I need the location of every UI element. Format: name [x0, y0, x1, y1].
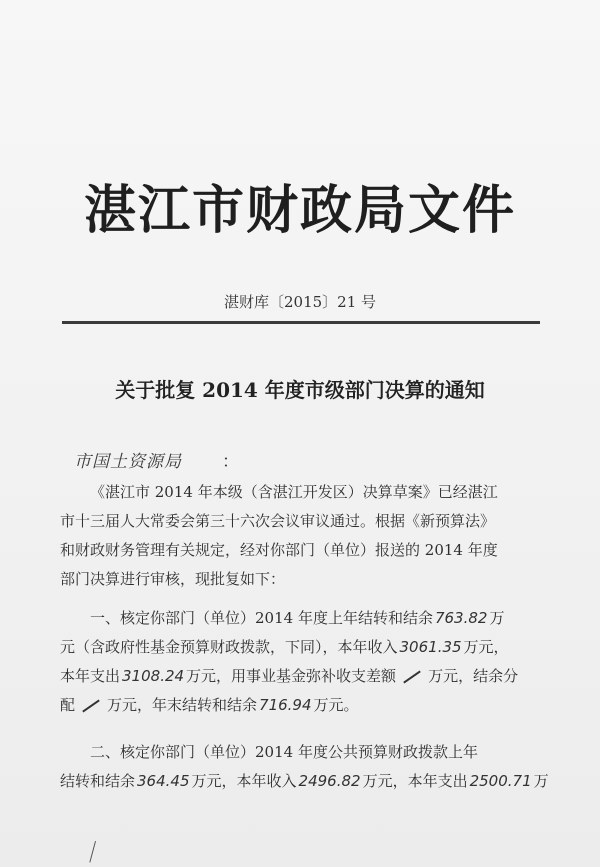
paragraph-line — [60, 691, 550, 720]
line-text: 万元， — [463, 638, 509, 656]
line-text: 万元，结余分 — [428, 667, 519, 685]
handwritten-slash-mark — [82, 699, 100, 712]
line-text: 元（含政府性基金预算财政拨款，下同），本年收入 — [60, 638, 398, 656]
handwritten-value: 364.45 — [137, 772, 190, 790]
paragraph-line: 市十三届人大常委会第三十六次会议审议通过。根据《新预算法》 — [60, 512, 496, 530]
handwritten-value: 2496.82 — [298, 772, 361, 790]
paragraph-intro — [60, 478, 550, 594]
line-text: 本年支出 — [60, 667, 121, 685]
handwritten-value: 716.94 — [259, 696, 312, 714]
recipient-handwritten: 市国土资源局 — [74, 452, 182, 472]
line-text: 万元。 — [313, 696, 359, 714]
paragraph-item-1 — [60, 604, 550, 720]
paragraph-line — [60, 604, 550, 633]
paragraph-line — [60, 767, 550, 796]
paragraph-line: 部门决算进行审核，现批复如下： — [60, 570, 286, 588]
handwritten-value: 2500.71 — [469, 772, 532, 790]
line-text: 万元，年末结转和结余 — [107, 696, 258, 714]
handwritten-value: 3108.24 — [122, 667, 185, 685]
handwritten-slash-mark — [403, 670, 421, 683]
line-text: 一、核定你部门（单位）2014 年度上年结转和结余 — [90, 609, 433, 627]
line-text: 万元，本年收入 — [191, 772, 297, 790]
org-title: 湛江市财政局文件 — [83, 180, 516, 241]
paragraph-line: 《湛江市 2014 年本级（含湛江开发区）决算草案》已经湛江 — [90, 483, 498, 501]
line-text: 配 — [60, 696, 76, 714]
line-text: 万 — [489, 609, 505, 627]
line-text: 结转和结余 — [60, 772, 136, 790]
handwritten-value: 763.82 — [434, 609, 488, 627]
line-text: 万 — [533, 772, 549, 790]
recipient-colon: ： — [222, 452, 239, 472]
paragraph-line — [60, 662, 550, 691]
paragraph-item-2 — [60, 738, 550, 796]
line-text: 万元，用事业基金弥补收支差额 — [186, 667, 397, 685]
paragraph-line — [60, 738, 550, 767]
line-text: 万元，本年支出 — [362, 772, 468, 790]
paragraph-line: 和财政财务管理有关规定，经对你部门（单位）报送的 2014 年度 — [60, 541, 498, 559]
pen-mark — [89, 841, 105, 865]
header-divider — [62, 321, 540, 324]
document-number: 湛财库〔2015〕21 号 — [223, 293, 377, 311]
notice-title: 关于批复 2014 年度市级部门决算的通知 — [115, 378, 485, 402]
paragraph-line — [60, 633, 550, 662]
line-text: 二、核定你部门（单位）2014 年度公共预算财政拨款上年 — [90, 743, 478, 761]
handwritten-value: 3061.35 — [399, 638, 462, 656]
